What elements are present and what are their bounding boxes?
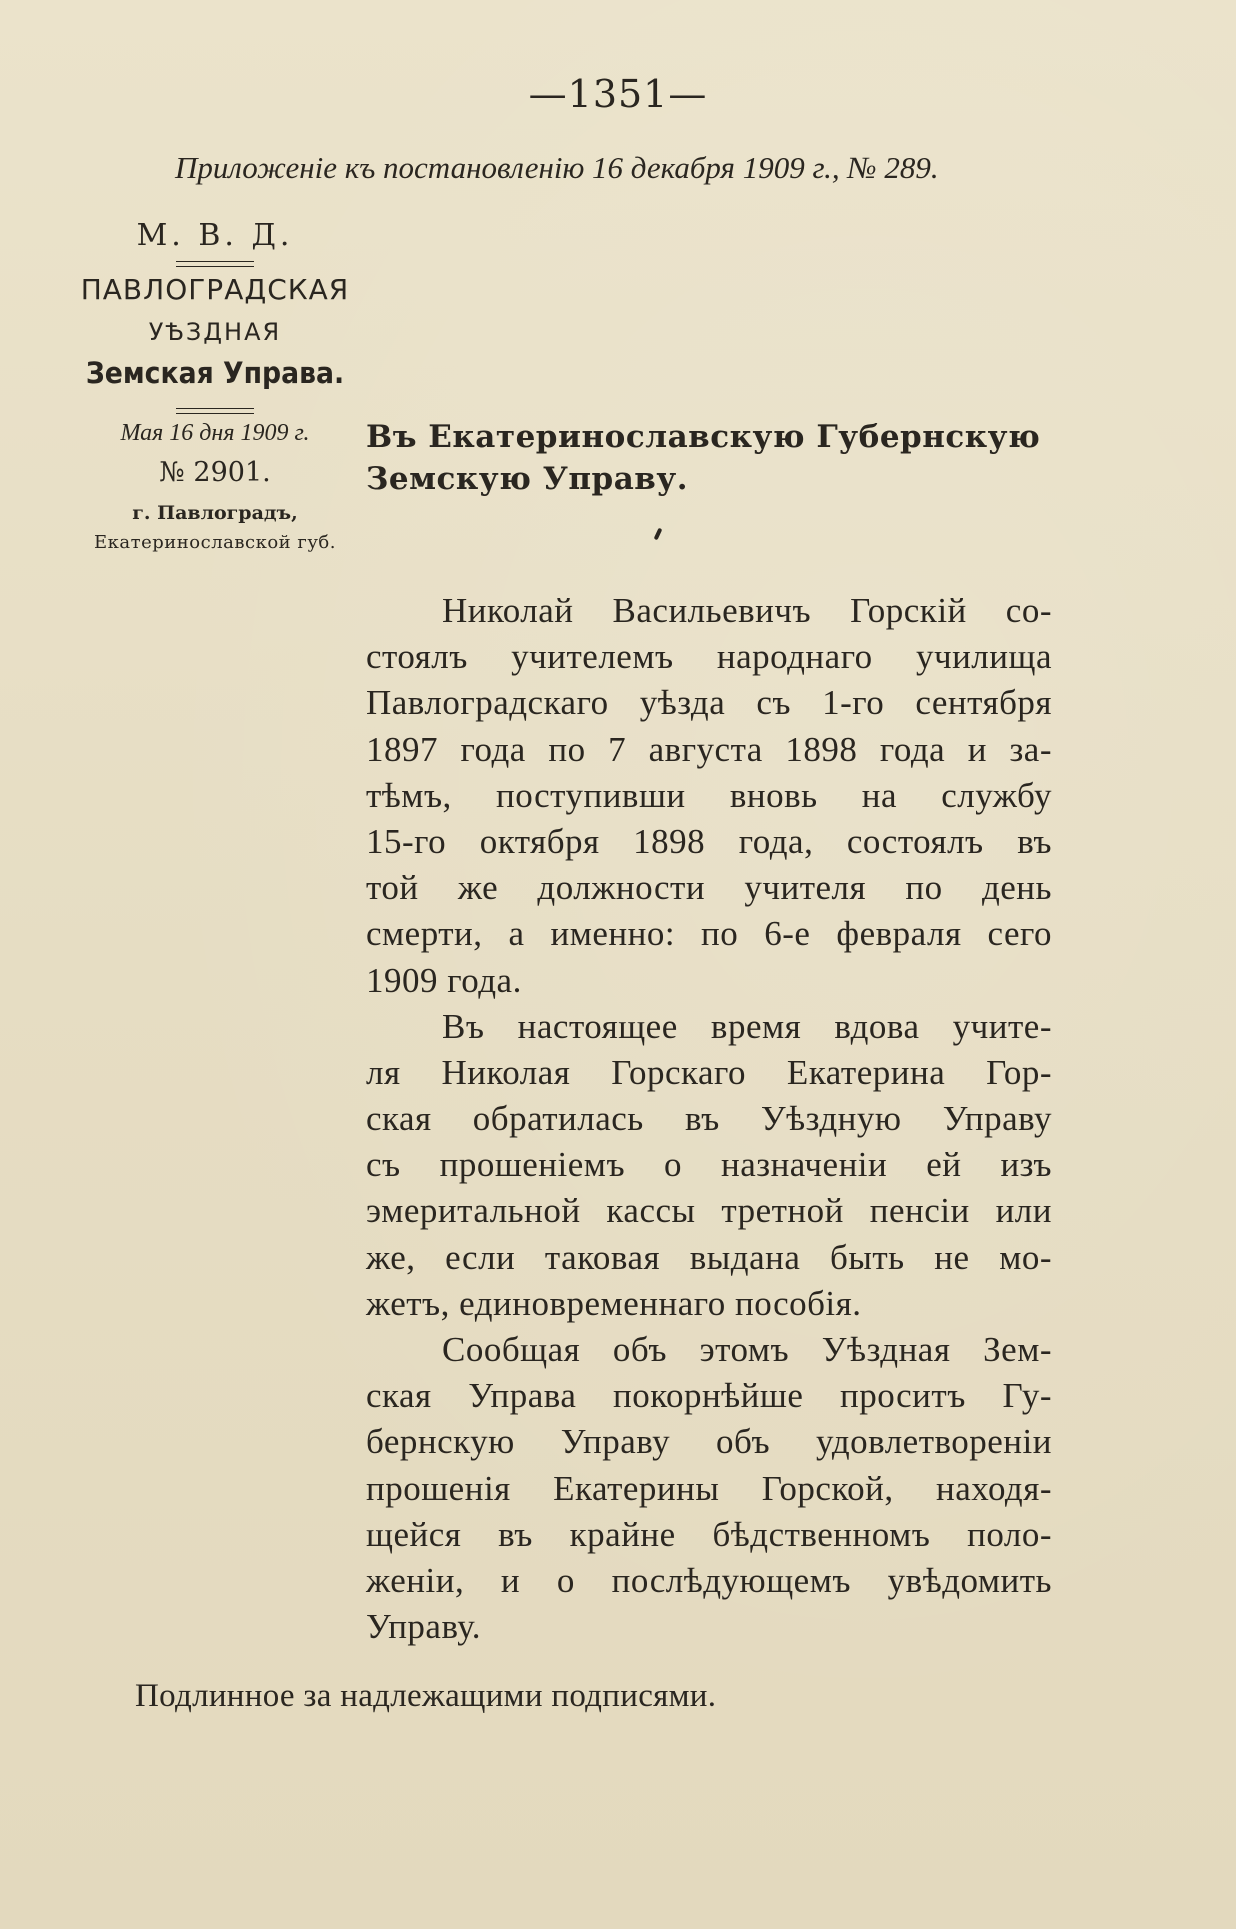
body-line: же, если таковая выдана быть не мо- [366, 1237, 1052, 1277]
body-line: эмеритальной кассы третной пенсіи или [366, 1191, 1052, 1231]
appendix-note: Приложеніе къ постановленію 16 декабря 1909 г., № 289. [175, 150, 939, 185]
body-line: смерти, а именно: по 6-е февраля сего [366, 914, 1052, 954]
body-line: ская обратилась въ Уѣздную Управу [366, 1099, 1052, 1139]
addressee-line: Земскую Управу. [366, 461, 688, 497]
signature-note: Подлинное за надлежащими подписями. [135, 1678, 717, 1714]
ministry-label: М. В. Д. [136, 218, 294, 253]
body-line: бернскую Управу объ удовлетвореніи [366, 1422, 1052, 1462]
council-name: Земская Управа. [85, 356, 345, 390]
body-line: стоялъ учителемъ народнаго училища [366, 637, 1052, 677]
addressee-line: Въ Екатеринославскую Губернскую [366, 419, 1041, 455]
body-line: тѣмъ, поступивши вновь на службу [366, 775, 1052, 815]
council-stamp [70, 218, 360, 553]
letter-number: № 2901. [159, 457, 271, 488]
addressee [366, 416, 1066, 500]
page-number: —1351— [528, 72, 708, 116]
body-line: щейся въ крайне бѣдственномъ поло- [366, 1514, 1052, 1554]
body-line: Управу. [366, 1607, 482, 1647]
body-line: той же должности учителя по день [366, 868, 1052, 908]
body-line: 1897 года по 7 августа 1898 года и за- [366, 729, 1052, 769]
stamp-divider [176, 408, 254, 414]
body-line: ля Николая Горскаго Екатерина Гор- [366, 1052, 1052, 1092]
stamp-divider [176, 261, 254, 267]
body-line: 1909 года. [366, 960, 522, 1000]
body-line: женіи, и о послѣдующемъ увѣдомить [366, 1560, 1052, 1600]
body-line: Павлоградскаго уѣзда съ 1-го сентября [366, 683, 1052, 723]
body-line: жетъ, единовременнаго пособія. [366, 1283, 862, 1323]
body-line: Сообщая объ этомъ Уѣздная Зем- [442, 1330, 1052, 1369]
body-line: прошенія Екатерины Горской, находя- [366, 1468, 1052, 1508]
ink-mark [654, 528, 663, 541]
body-line: съ прошеніемъ о назначеніи ей изъ [366, 1145, 1052, 1185]
body-line: ская Управа покорнѣйше проситъ Гу- [366, 1376, 1052, 1416]
letter-body [366, 588, 1052, 1650]
city-label: г. Павлоградъ, [132, 502, 298, 524]
province-label: Екатеринославской губ. [94, 532, 336, 553]
letter-date: Мая 16 дня 1909 г. [120, 420, 310, 446]
district-name: ПАВЛОГРАДСКАЯ [80, 273, 350, 306]
body-line: 15-го октября 1898 года, состоялъ въ [366, 821, 1052, 861]
district-type: УѢЗДНАЯ [148, 318, 282, 346]
body-line: Въ настоящее время вдова учите- [442, 1006, 1052, 1046]
body-line: Николай Васильевичъ Горскій со- [442, 591, 1052, 630]
